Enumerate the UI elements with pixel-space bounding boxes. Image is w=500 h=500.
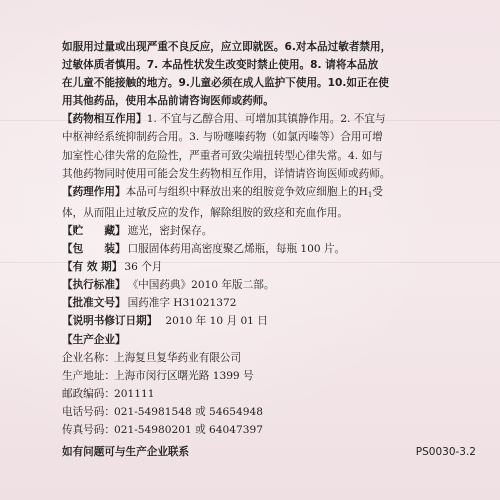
interaction-text: 加室性心律失常的危险性，严重者可致尖端扭转型心律失常。4. 如与 [62,149,383,162]
precaution-line: 用其他药品，使用本品前请咨询医师或药师。 [62,95,274,108]
validity-row [62,258,470,276]
postcode-row [62,385,470,403]
package-row [62,240,470,258]
precaution-line: 如服用过量或出现严重不良反应，应立即就医。6.对本品过敏者禁用， [62,41,392,53]
company-row [62,349,470,367]
pharmacology-subscript: 1 [367,190,373,199]
precaution-line: 过敏体质者慎用。7. 本品性状发生改变时禁止使用。8. 请将本品放 [62,59,379,72]
precaution-line: 在儿童不能接触的地方。9.儿童必须在成人监护下使用。10.如正在使 [62,77,389,90]
approval-label: 【批准文号】 [62,297,126,310]
package-label: 【包 装】 [62,243,126,256]
interaction-section [62,110,470,128]
interaction-text: 1. 不宜与乙醇合用、可增加其镇静作用。2. 不宜与 [146,113,386,126]
address-key: 生产地址： [62,369,115,382]
standard-label: 【执行标准】 [62,279,126,292]
pharmacology-text: 受 [372,185,383,198]
package-value: 口服固体药用高密度聚乙烯瓶，每瓶 100 片。 [127,243,346,256]
company-key: 企业名称： [62,351,115,364]
manufacturer-heading [62,331,470,349]
pharmacology-text: 本品可与组织中释放出来的组胺竞争效应细胞上的H [125,185,368,198]
validity-value: 36 个月 [124,261,163,274]
fax-key: 传真号码： [62,423,115,436]
phone-value: 021-54981548 或 54654948 [114,405,263,418]
storage-label: 【贮 藏】 [62,224,126,237]
standard-row [62,276,470,294]
company-value: 上海复旦复华药业有限公司 [114,351,242,364]
document-code: PS0030-3.2 [415,446,476,458]
storage-row [62,222,470,240]
fax-row [62,421,470,439]
address-row [62,367,470,385]
phone-row [62,403,470,421]
fax-value: 021-54980201 或 64047397 [114,423,263,436]
interaction-text: 其他药物同时使用可能会发生药物相互作用，详情请咨询医师或药师。 [62,167,391,180]
address-value: 上海市闵行区曙光路 1399 号 [114,369,254,382]
postcode-key: 邮政编码： [62,387,115,400]
interaction-label: 【药物相互作用】 [62,113,147,126]
manufacturer-label: 【生产企业】 [62,333,126,346]
revision-value: 2010 年 10 月 01 日 [165,315,268,328]
storage-value: 遮光，密封保存。 [127,224,213,237]
leaflet-text [62,38,470,461]
revision-label: 【说明书修订日期】 [62,315,158,328]
approval-row [62,294,470,312]
pharmacology-label: 【药理作用】 [62,185,126,198]
standard-value: 《中国药典》2010 年版二部。 [127,279,275,292]
pharmacology-section [62,183,470,204]
pharmacology-text: 体，从而阻止过敏反应的发作，解除组胺的致痉和充血作用。 [62,206,349,219]
validity-label: 【有 效 期】 [62,261,123,274]
contact-note: 如有问题可与生产企业联系 [62,446,190,459]
phone-key: 电话号码： [62,405,115,418]
interaction-text: 中枢神经系统抑制药合用。3. 与吩噻嗪药物（如氯丙嗪等）合用可增 [62,131,383,144]
revision-row [62,312,470,330]
postcode-value: 201111 [114,387,155,400]
approval-value: 国药准字 H31021372 [127,297,237,310]
